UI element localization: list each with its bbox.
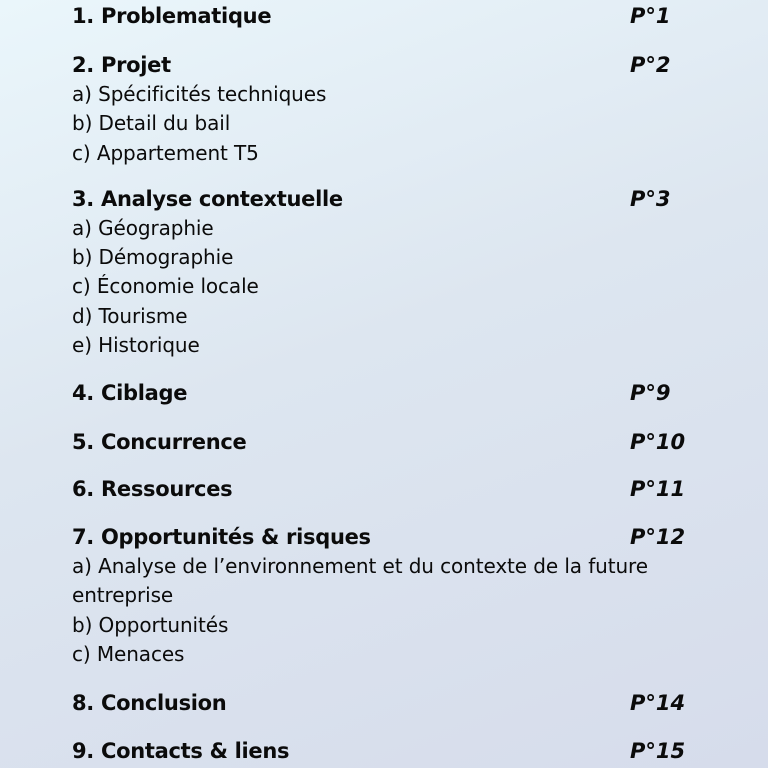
subsection-item: b) Opportunités xyxy=(72,613,229,637)
subsection-item: e) Historique xyxy=(72,333,200,357)
section-title-projet: 2. Projet xyxy=(72,53,171,77)
page-number-problematique: P°1 xyxy=(630,4,671,28)
subsection-item: a) Analyse de l’environnement et du contexte de la future entreprise xyxy=(72,554,648,607)
section-title-analyse-contextuelle: 3. Analyse contextuelle xyxy=(72,187,343,211)
page-number-projet: P°2 xyxy=(630,53,671,77)
section-title-conclusion: 8. Conclusion xyxy=(72,691,227,715)
page-number-analyse-contextuelle: P°3 xyxy=(630,187,671,211)
subsection-item: d) Tourisme xyxy=(72,304,188,328)
page-number-ressources: P°11 xyxy=(630,477,686,501)
subsection-item: b) Démographie xyxy=(72,245,234,269)
subsection-item: b) Detail du bail xyxy=(72,111,231,135)
section-title-ciblage: 4. Ciblage xyxy=(72,381,188,405)
page-number-opportunites-risques: P°12 xyxy=(630,525,686,549)
subsection-item: c) Économie locale xyxy=(72,274,259,298)
page-number-ciblage: P°9 xyxy=(630,381,671,405)
section-title-contacts-liens: 9. Contacts & liens xyxy=(72,739,290,763)
subsection-item: c) Menaces xyxy=(72,642,185,666)
subsection-item: c) Appartement T5 xyxy=(72,141,259,165)
page-number-conclusion: P°14 xyxy=(630,691,686,715)
section-title-problematique: 1. Problematique xyxy=(72,4,272,28)
subsection-item: a) Géographie xyxy=(72,216,214,240)
subsection-item: a) Spécificités techniques xyxy=(72,82,327,106)
page-number-concurrence: P°10 xyxy=(630,430,686,454)
page-number-contacts-liens: P°15 xyxy=(630,739,686,763)
section-title-concurrence: 5. Concurrence xyxy=(72,430,247,454)
section-title-ressources: 6. Ressources xyxy=(72,477,233,501)
section-title-opportunites-risques: 7. Opportunités & risques xyxy=(72,525,371,549)
